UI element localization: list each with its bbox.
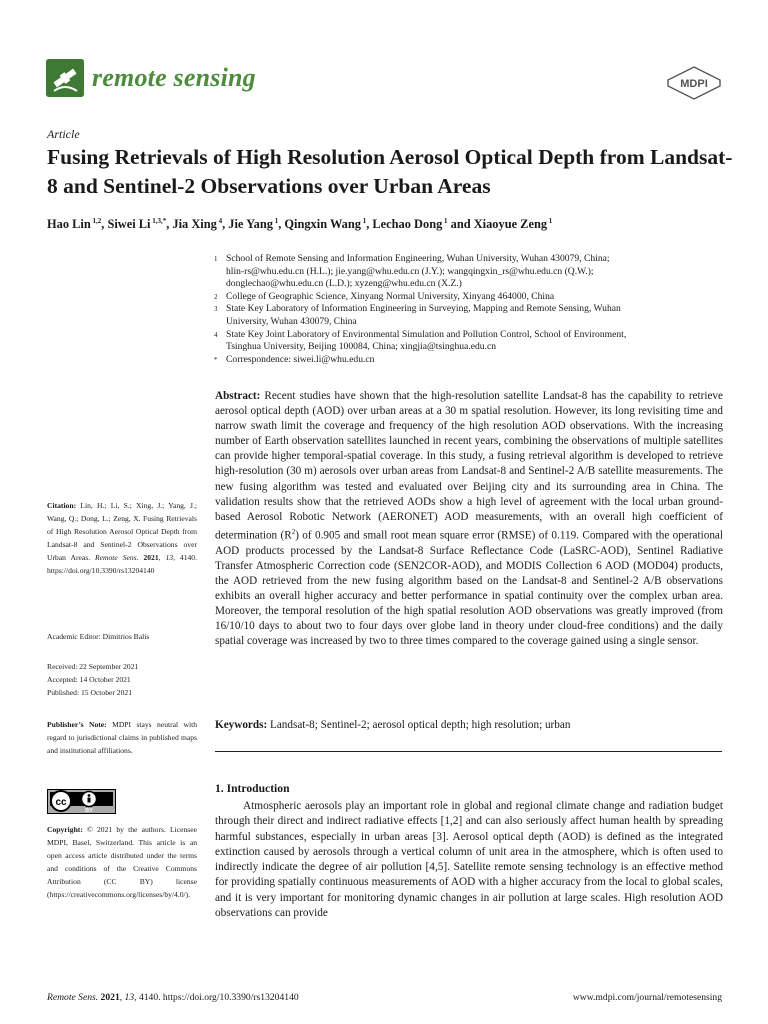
affiliation-number: 1 [214,255,218,263]
footer-doi[interactable]: 4140. https://doi.org/10.3390/rs13204140 [136,992,299,1003]
affiliation-number: 3 [214,305,218,314]
intro-paragraph: Atmospheric aerosols play an important role in global and regional climate change and radiation budget through their direct and indirect radiative effects [1,2] and can also seriously affect human health by spreading harmful substances, especially in urban areas [3]. Aerosol optical depth (AOD) is defined as the integrated extinction caused by aerosols through a vertical column of unit area in the atmosphere, which is often used to indirectly indicate the degree of air pollution [4,5]. Satellite remote sensing technology is an effective method for providing spatially continuous measurements of AOD with a higher accuracy from the local to global scales, and it is very important for monitoring dynamic changes in air pollution at large scales. High resolution AOD observations can provide [215,800,723,920]
abstract-superscript: 2 [291,527,296,536]
publisher-note-label: Publisher’s Note: [47,720,107,729]
abstract-text-cont: ) of 0.905 and small root mean square error (RMSE) of 0.119. Compared with the operational AOD products processed by the Landsat-8 Surface Reflectance Code (LaSRC-AOD), Sentinel Radiative Transfer Atmospheric Correction code (SEN2COR-AOD), and MODIS Collection 6 AOD (MOD04) products, the AOD retrieved from the new fusing algorithm based on the Landsat-8 and Sentinel-2 A/B observations exhibits an overall higher accuracy and better performance in spatial continuity over the complex urban area. Moreover, the temporal resolution of the high spatial resolution AOD observations was greatly improved (from 16/10/10 days to about two to four days over globe land in theory under cloud-free conditions) and the daily spatial coverage was increased by two to three times compared to the coverage gained using a single sensor. [215,529,723,648]
author-name: Lechao Dong [372,217,443,232]
section-heading: 1. Introduction [215,782,290,795]
affiliation-item [214,303,734,328]
svg-text:cc: cc [55,797,67,808]
affiliation-list [214,253,734,366]
affiliation-item [214,253,734,291]
footer-journal: Remote Sens. [47,992,99,1003]
affiliation-item [214,354,734,367]
author-name: Siwei Li [107,217,151,232]
abstract-label: Abstract: [215,390,261,402]
citation-block [47,499,197,577]
author-affiliation-mark: 1 [272,217,279,225]
divider [215,751,722,752]
footer-citation [47,992,299,1003]
affiliation-item [214,291,734,304]
affiliation-text: School of Remote Sensing and Information Engineering, Wuhan University, Wuhan 430079, China; hlin-rs@whu.edu.cn (H.L.); jie.yang@whu.edu.cn (J.Y.); wangqingxin_rs@whu.edu.cn (Q.W.); donglechao@whu.edu.cn (L.D.); xyzeng@whu.edu.cn (X.Z.) [226,253,610,290]
author-affiliation-mark: 1 [442,217,448,225]
affiliation-number: * [214,355,218,364]
affiliation-number: 2 [214,292,218,301]
publisher-note [47,718,197,757]
keywords-text: Landsat-8; Sentinel-2; aerosol optical depth; high resolution; urban [267,719,571,731]
citation-year: 2021 [138,553,159,562]
mdpi-logo-text: MDPI [680,78,708,90]
satellite-icon [46,59,84,97]
citation-doi[interactable]: 4140. https://doi.org/10.3390/rs13204140 [47,553,197,575]
citation-volume: , 13, [158,553,175,562]
author-name: Qingxin Wang [284,217,361,232]
copyright-block [47,823,197,901]
mdpi-logo [664,66,724,100]
journal-logo [46,58,346,98]
article-type: Article [47,127,80,141]
author-affiliation-mark: 1 [360,217,367,225]
citation-text: Lin, H.; Li, S.; Xing, J.; Yang, J.; Wang, Q.; Dong, L.; Zeng, X. Fusing Retrievals of High Resolution Aerosol Optical Depth from Landsat-8 and Sentinel-2 Observations over Urban Areas. [47,501,197,562]
footer-url[interactable]: www.mdpi.com/journal/remotesensing [572,992,722,1003]
author-affiliation-mark: 4 [216,217,223,225]
affiliation-text: State Key Laboratory of Information Engineering in Surveying, Mapping and Remote Sensing, Wuhan University, Wuhan 430079, China [226,303,621,327]
accepted-date: Accepted: 14 October 2021 [47,675,131,684]
author-name: Xiaoyue Zeng [473,217,548,232]
cc-by-badge[interactable] [47,789,116,814]
citation-journal: Remote Sens. [95,553,139,562]
copyright-label: Copyright: [47,825,83,834]
copyright-text: © 2021 by the authors. Licensee MDPI, Basel, Switzerland. This article is an open access article distributed under the terms and conditions of the Creative Commons Attribution (CC BY) license (https://creativecommons.org/licenses/by/4.0/). [47,825,197,899]
citation-label: Citation: [47,501,77,510]
journal-name: remote sensing [92,63,256,92]
abstract [215,389,723,649]
keywords-label: Keywords: [215,719,268,731]
affiliation-item [214,329,734,354]
footer-year: 2021 [98,992,120,1003]
page-title: Fusing Retrievals of High Resolution Aerosol Optical Depth from Landsat-8 and Sentinel-2 Observations over Urban Areas [47,145,733,198]
author-list: Hao Lin $^{1,2}$, Siwei Li $^{1,3,*}$, Jia Xing $^4$, Jie Yang $^1$, Qingxin Wang $^1$, Lechao Dong $^1$ and Xiaoyue Zeng $^1$ [47,217,553,232]
academic-editor: Academic Editor: Dimitrios Balis [47,632,150,641]
published-date: Published: 15 October 2021 [47,688,132,697]
received-date: Received: 22 September 2021 [47,662,139,671]
affiliation-text: College of Geographic Science, Xinyang Normal University, Xinyang 464000, China [226,290,555,302]
author-name: Hao Lin [47,217,91,232]
author-affiliation-mark: 1,2 [90,217,102,225]
author-affiliation-mark: 1 [547,217,553,225]
affiliation-text: State Key Joint Laboratory of Environmental Simulation and Pollution Control, School of Environment, Tsinghua University, Beijing 100084, China; xingjia@tsinghua.edu.cn [226,328,627,353]
affiliation-number: 4 [214,330,218,339]
footer-volume: , 13, [119,992,137,1003]
keywords [215,718,723,733]
abstract-text: Recent studies have shown that the high-resolution satellite Landsat-8 has the capability to retrieve aerosol optical depth (AOD) over urban areas at a 30 m spatial resolution. However, its long revisiting time and narrow swath limit the coverage and frequency of the high resolution AOD observations. With the increasing number of Earth observation satellites launched in recent years, combining the observations of multiple satellites can provide higher temporal-spatial coverage. In this study, a fusing retrieval algorithm is developed to retrieve high-resolution (30 m) aerosols over urban areas from Landsat-8 and Sentinel-2 A/B satellite measurements. The new fusing algorithm was tested and evaluated over Beijing city and its surrounding area in China. The validation results show that the retrieved AODs show a high level of agreement with the local urban ground-based Aerosol Robotic Network (AERONET) AOD measurements, with an overall high coefficient of determination (R [215,390,723,542]
svg-text:BY: BY [85,808,93,814]
author-affiliation-mark: 1,3,* [150,217,167,225]
author-name: Jia Xing [172,217,217,232]
author-name: Jie Yang [228,217,273,232]
dates-block [47,660,197,699]
publisher-note-text: MDPI stays neutral with regard to jurisdictional claims in published maps and institutional affiliations. [47,720,197,755]
affiliation-text: Correspondence: siwei.li@whu.edu.cn [226,353,375,365]
